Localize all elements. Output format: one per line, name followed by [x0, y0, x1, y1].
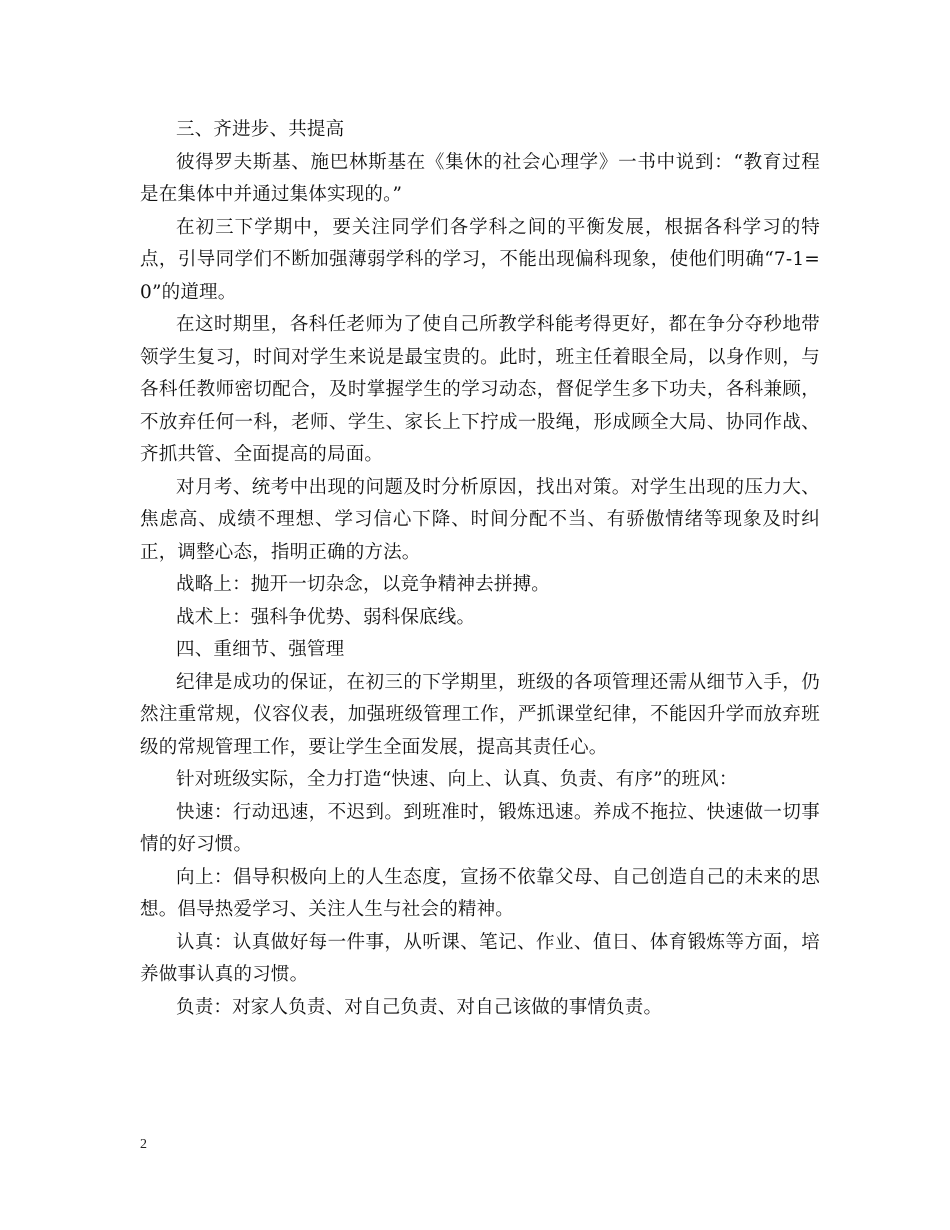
paragraph-class-style: 针对班级实际，全力打造“快速、向上、认真、负责、有序”的班风： [176, 769, 738, 790]
paragraph-exam-analysis: 对月考、统考中出现的问题及时分析原因，找出对策。对学生出现的压力大、焦虑高、成绩不理想、学习信心下降、时间分配不当、有骄傲情绪等现象及时纠正，调整心态，指明正确的方法。 [140, 476, 820, 563]
paragraph-upward: 向上：倡导积极向上的人生态度，宣扬不依靠父母、自己创造自己的未来的思想。倡导热爱学习、关注人生与社会的精神。 [140, 866, 820, 920]
paragraph-responsible: 负责：对家人负责、对自己负责、对自己该做的事情负责。 [176, 996, 663, 1018]
paragraph-balanced-development: 在初三下学期中，要关注同学们各学科之间的平衡发展，根据各科学习的特点，引导同学们不断加强薄弱学科的学习，不能出现偏科现象，使他们明确“7-1=0”的道理。 [140, 216, 820, 303]
paragraph-discipline: 纪律是成功的保证，在初三的下学期里，班级的各项管理还需从细节入手，仍然注重常规，仪容仪表，加强班级管理工作，严抓课堂纪律，不能因升学而放弃班级的常规管理工作，要让学生全面发展，提高其责任心。 [140, 671, 820, 758]
paragraph-tactics: 战术上：强科争优势、弱科保底线。 [176, 606, 476, 628]
paragraph-teacher-cooperation: 在这时期里，各科任老师为了使自己所教学科能考得更好，都在争分夺秒地带领学生复习，时间对学生来说是最宝贵的。此时，班主任着眼全局，以身作则，与各科任教师密切配合，及时掌握学生的学习动态，督促学生多下功夫，各科兼顾，不放弃任何一科，老师、学生、家长上下拧成一股绳，形成顾全大局、协同作战、齐抓共管、全面提高的局面。 [140, 314, 820, 465]
section-heading-4: 四、重细节、强管理 [176, 639, 345, 660]
page-number: 2 [140, 1137, 147, 1152]
paragraph-strategy: 战略上：抛开一切杂念，以竞争精神去拼搏。 [176, 574, 551, 595]
document-body [140, 114, 820, 1024]
paragraph-quote: 彼得罗夫斯基、施巴林斯基在《集休的社会心理学》一书中说到：“教育过程是在集体中并通过集体实现的。” [140, 151, 820, 205]
paragraph-fast: 快速：行动迅速，不迟到。到班准时，锻炼迅速。养成不拖拉、快速做一切事情的好习惯。 [140, 801, 820, 855]
paragraph-serious: 认真：认真做好每一件事，从听课、笔记、作业、值日、体育锻炼等方面，培养做事认真的习惯。 [140, 931, 820, 985]
section-heading-3: 三、齐进步、共提高 [176, 119, 345, 140]
